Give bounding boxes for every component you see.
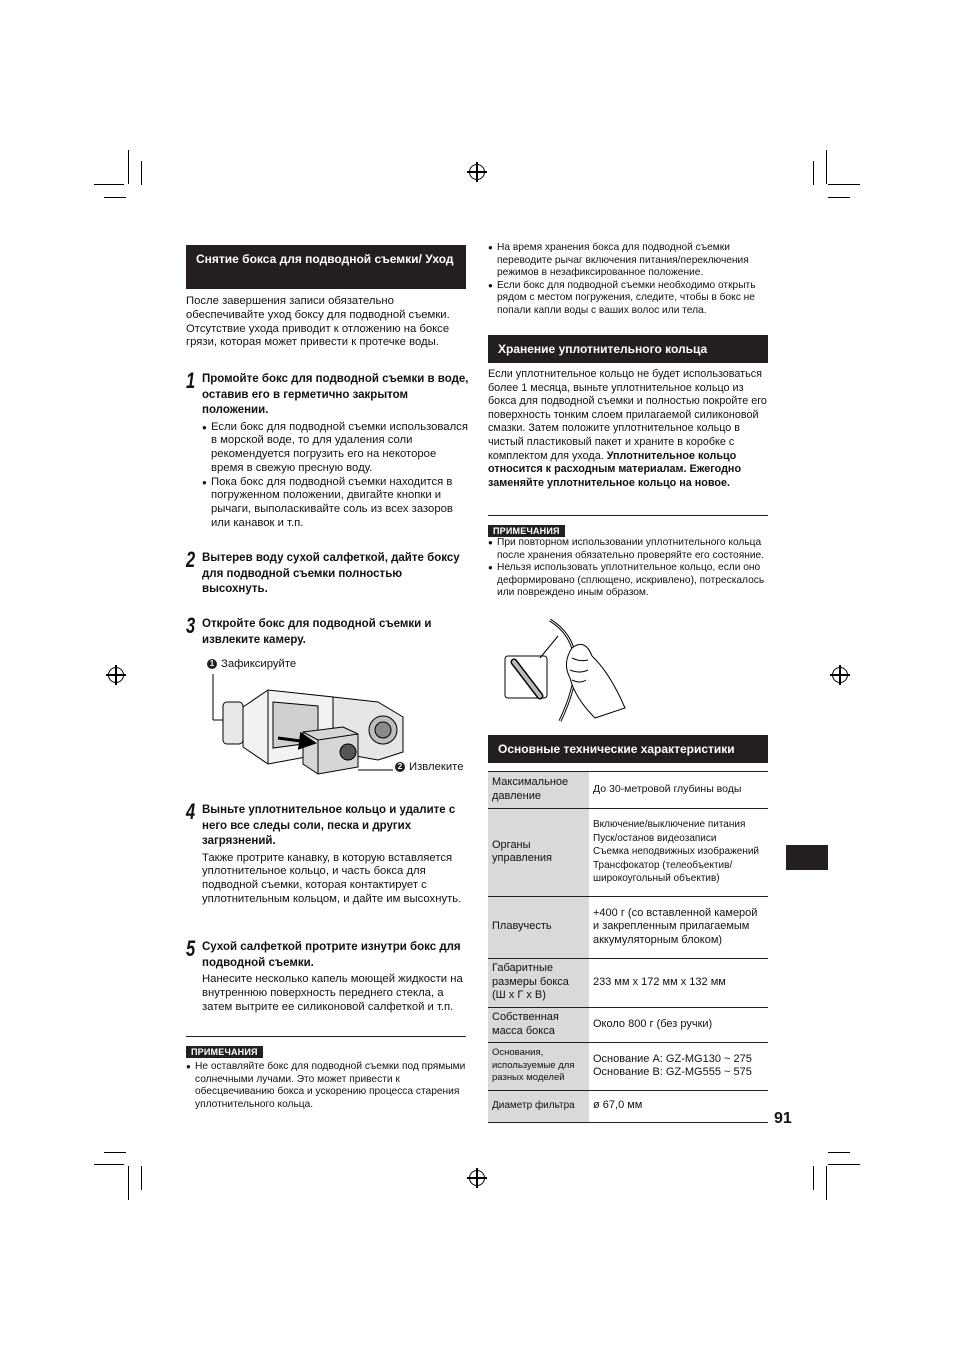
step-number: 2 xyxy=(186,547,196,572)
spec-key: Диаметр фильтра xyxy=(488,1090,589,1122)
callout-remove xyxy=(395,761,464,775)
table-row xyxy=(488,1007,768,1042)
table-row xyxy=(488,1042,768,1090)
spec-key: Максимальное давление xyxy=(488,772,589,808)
step-number: 3 xyxy=(186,613,196,638)
spec-key: Органы управления xyxy=(488,808,589,896)
step-body: Нанесите несколько капель моющей жидкости на внутреннюю поверхность переднего стекла, а затем вытрите ее силиконовой салфеткой и т.п. xyxy=(202,973,463,1013)
step-3 xyxy=(186,613,471,648)
step-title: Вытерев воду сухой салфеткой, дайте боксу для подводной съемки полностью высохнуть. xyxy=(202,552,460,595)
spec-key: Плавучесть xyxy=(488,896,589,958)
notes-list xyxy=(186,1061,466,1111)
registration-mark-icon xyxy=(832,667,848,683)
divider xyxy=(488,515,768,516)
step-number: 5 xyxy=(186,936,196,961)
page-number: 91 xyxy=(774,1110,792,1127)
ring-inspection-illustration xyxy=(500,618,635,723)
housing-illustration xyxy=(208,672,413,787)
table-row xyxy=(488,1090,768,1122)
spec-key: Габаритные размеры бокса (Ш x Г x В) xyxy=(488,958,589,1007)
storage-paragraph: Если уплотнительное кольцо не будет использоваться более 1 месяца, выньте уплотнительное кольцо из бокса для подводной съемки и полностью покройте его поверхность тонким слоем прилагаемой силиконовой смазки. Затем положите уплотнительное кольцо в чистый пластиковый пакет и храните в коробке с комплектом для ухода. xyxy=(488,368,767,462)
registration-mark-icon xyxy=(469,164,485,180)
storage-warning: Уплотнительное кольцо относится к расходным материалам. Ежегодно заменяйте уплотнительное кольцо на новое. xyxy=(488,449,742,489)
notes-label: ПРИМЕЧАНИЯ xyxy=(488,525,565,537)
callout-number: 2 xyxy=(395,762,405,772)
callout-label: Зафиксируйте xyxy=(221,658,297,670)
notes-list xyxy=(488,537,770,600)
registration-mark-icon xyxy=(108,667,124,683)
storage-text xyxy=(488,368,770,490)
spec-value: ø 67,0 мм xyxy=(589,1090,768,1122)
spec-key: Собственная масса бокса xyxy=(488,1007,589,1042)
step-title: Откройте бокс для подводной съемки и извлеките камеру. xyxy=(202,618,432,646)
spec-value: До 30-метровой глубины воды xyxy=(589,772,768,808)
step-number: 4 xyxy=(186,799,196,824)
spec-value: Около 800 г (без ручки) xyxy=(589,1007,768,1042)
divider xyxy=(186,1036,466,1037)
spec-value: Включение/выключение питания Пуск/останов видеозаписи Съемка неподвижных изображений Трансфокатор (телеобъектив/широкоугольный объектив) xyxy=(589,808,768,896)
table-row xyxy=(488,958,768,1007)
top-bullets xyxy=(488,242,770,318)
spec-key: Основания, используемые для разных моделей xyxy=(488,1042,589,1090)
step-5 xyxy=(186,936,471,1014)
table-row xyxy=(488,772,768,808)
step-body: Также протрите канавку, в которую вставляется уплотнительное кольцо, и часть бокса для подводной съемки, которая контактирует с уплотнительным кольцом, и дайте им высохнуть. xyxy=(202,851,462,905)
section-header-specs: Основные технические характеристики xyxy=(488,735,768,763)
step-2 xyxy=(186,547,471,598)
step-4 xyxy=(186,799,471,907)
spec-value: +400 г (со вставленной камерой и закрепленным прилагаемым аккумуляторным блоком) xyxy=(589,896,768,958)
list-item: ● Если бокс для подводной съемки необходимо открыть рядом с местом погружения, следите, чтобы в бокс не попали капли воды с ваших волос или тела. xyxy=(488,280,770,318)
list-item: ● Не оставляйте бокс для подводной съемки под прямыми солнечными лучами. Это может привести к обесцвечиванию бокса и ускорению процесса старения уплотнительного кольца. xyxy=(186,1061,466,1111)
notes-label: ПРИМЕЧАНИЯ xyxy=(186,1046,263,1058)
list-item: ● На время хранения бокса для подводной съемки переводите рычаг включения питания/переключения режимов в незафиксированное положение. xyxy=(488,242,770,280)
section-header-storage: Хранение уплотнительного кольца xyxy=(488,335,768,363)
specs-table xyxy=(488,772,768,1123)
callout-number: 1 xyxy=(207,659,217,669)
callout-label: Извлеките xyxy=(409,761,464,773)
step-title: Промойте бокс для подводной съемки в воде, оставив его в герметично закрытом положении. xyxy=(202,373,469,416)
list-item: ● При повторном использовании уплотнительного кольца после хранения обязательно проверяйте его состояние. xyxy=(488,537,770,562)
step-title: Выньте уплотнительное кольцо и удалите с него все следы соли, песка и других загрязнений. xyxy=(202,804,456,847)
registration-mark-icon xyxy=(469,1170,485,1186)
section-header-removal: Снятие бокса для подводной съемки/ Уход xyxy=(186,245,466,289)
callout-fix xyxy=(207,658,296,672)
table-row xyxy=(488,808,768,896)
list-item: ● Если бокс для подводной съемки использовался в морской воде, то для удаления соли рекомендуется погрузить его на некоторое время в свежую пресную воду. xyxy=(202,421,471,476)
list-item: ● Нельзя использовать уплотнительное кольцо, если оно деформировано (сплющено, искривлено), потрескалось или повреждено иным образом. xyxy=(488,562,770,600)
chapter-tab-marker xyxy=(786,845,828,870)
list-item: ● Пока бокс для подводной съемки находится в погруженном положении, двигайте кнопки и рычаги, выполаскивайте соль из всех зазоров или канавок и т.п. xyxy=(202,476,471,531)
table-row xyxy=(488,896,768,958)
spec-value: 233 мм x 172 мм x 132 мм xyxy=(589,958,768,1007)
spec-value: Основание A: GZ-MG130 ~ 275 Основание B: GZ-MG555 ~ 575 xyxy=(589,1042,768,1090)
step-number: 1 xyxy=(186,368,196,393)
intro-text: После завершения записи обязательно обеспечивайте уход боксу для подводной съемки. Отсутствие ухода приводит к отложению на боксе грязи, которая может привести к протечке воды. xyxy=(186,295,450,349)
step-1 xyxy=(186,368,471,531)
step-title: Сухой салфеткой протрите изнутри бокс для подводной съемки. xyxy=(202,941,461,969)
